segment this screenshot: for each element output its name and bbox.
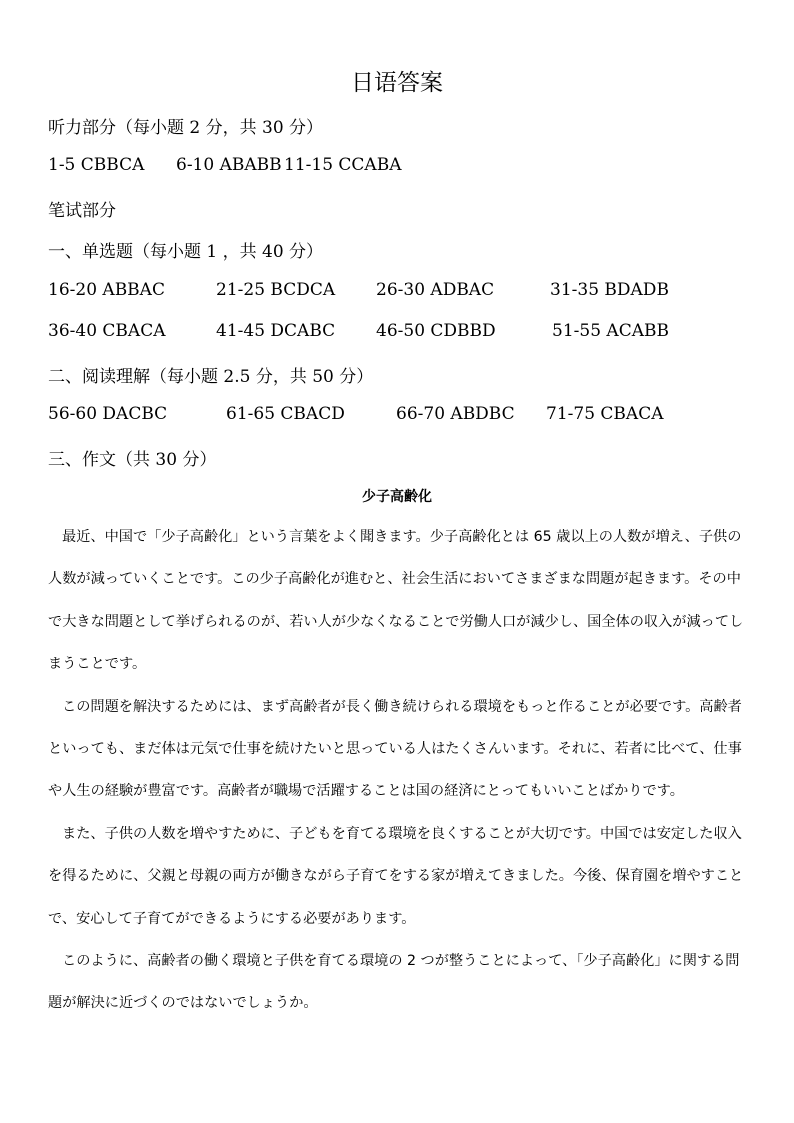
written-section-heading: 笔试部分: [48, 201, 116, 221]
essay-paragraph: この問題を解決するためには、まず高齢者が長く働き続けられる環境をもっと作ることが必要です。高齢者といっても、まだ体は元気で仕事を続けたいと思っている人はたくさんいます。それに、若者に比べて、仕事や人生の経験が豊富です。高齢者が職場で活躍することは国の経済にとってもいいことばかりです。: [48, 698, 742, 800]
essay-heading: 三、作文（共 30 分）: [48, 450, 217, 470]
single-choice-answer: 16-20 ABBAC: [48, 280, 165, 300]
listening-heading: 听力部分（每小题 2 分，共 30 分）: [48, 118, 324, 138]
listening-answer: 1-5 CBBCA: [48, 155, 145, 175]
single-choice-answer: 21-25 BCDCA: [216, 280, 336, 300]
single-choice-answer: 36-40 CBACA: [48, 321, 166, 341]
essay-body: [48, 516, 748, 1025]
reading-answer: 66-70 ABDBC: [396, 404, 515, 424]
essay-paragraph: 最近、中国で「少子高齢化」という言葉をよく聞きます。少子高齢化とは 65 歳以上の人数が増え、子供の人数が減っていくことです。この少子高齢化が進むと、社会生活においてさまざまな問題が起きます。その中で大きな問題として挙げられるのが、若い人が少なくなることで労働人口が減少し、国全体の収入が減ってしまうことです。: [48, 529, 744, 673]
page-title: 日语答案: [351, 70, 443, 96]
essay-paragraph: このように、高齢者の働く環境と子供を育てる環境の 2 つが整うことによって、「少子高齢化」に関する問題が解決に近づくのではないでしょうか。: [48, 953, 740, 1012]
listening-answer: 11-15 CCABA: [284, 155, 402, 175]
listening-answer: 6-10 ABABB: [176, 155, 282, 175]
single-choice-answer: 46-50 CDBBD: [376, 321, 496, 341]
reading-answer: 71-75 CBACA: [546, 404, 664, 424]
essay-title: 少子高齢化: [362, 489, 432, 505]
single-choice-heading: 一、单选题（每小题 1 ，共 40 分）: [48, 242, 324, 262]
single-choice-answer: 31-35 BDADB: [550, 280, 669, 300]
single-choice-answer: 51-55 ACABB: [552, 321, 669, 341]
essay-paragraph: また、子供の人数を増やすために、子どもを育てる環境を良くすることが大切です。中国では安定した収入を得るために、父親と母親の両方が働きながら子育てをする家が増えてきました。今後、保育園を増やすことで、安心して子育てができるようにする必要があります。: [48, 825, 744, 927]
reading-answer: 56-60 DACBC: [48, 404, 168, 424]
single-choice-answer: 41-45 DCABC: [216, 321, 336, 341]
reading-answer: 61-65 CBACD: [226, 404, 345, 424]
reading-heading: 二、阅读理解（每小题 2.5 分，共 50 分）: [48, 367, 374, 387]
single-choice-answer: 26-30 ADBAC: [376, 280, 495, 300]
